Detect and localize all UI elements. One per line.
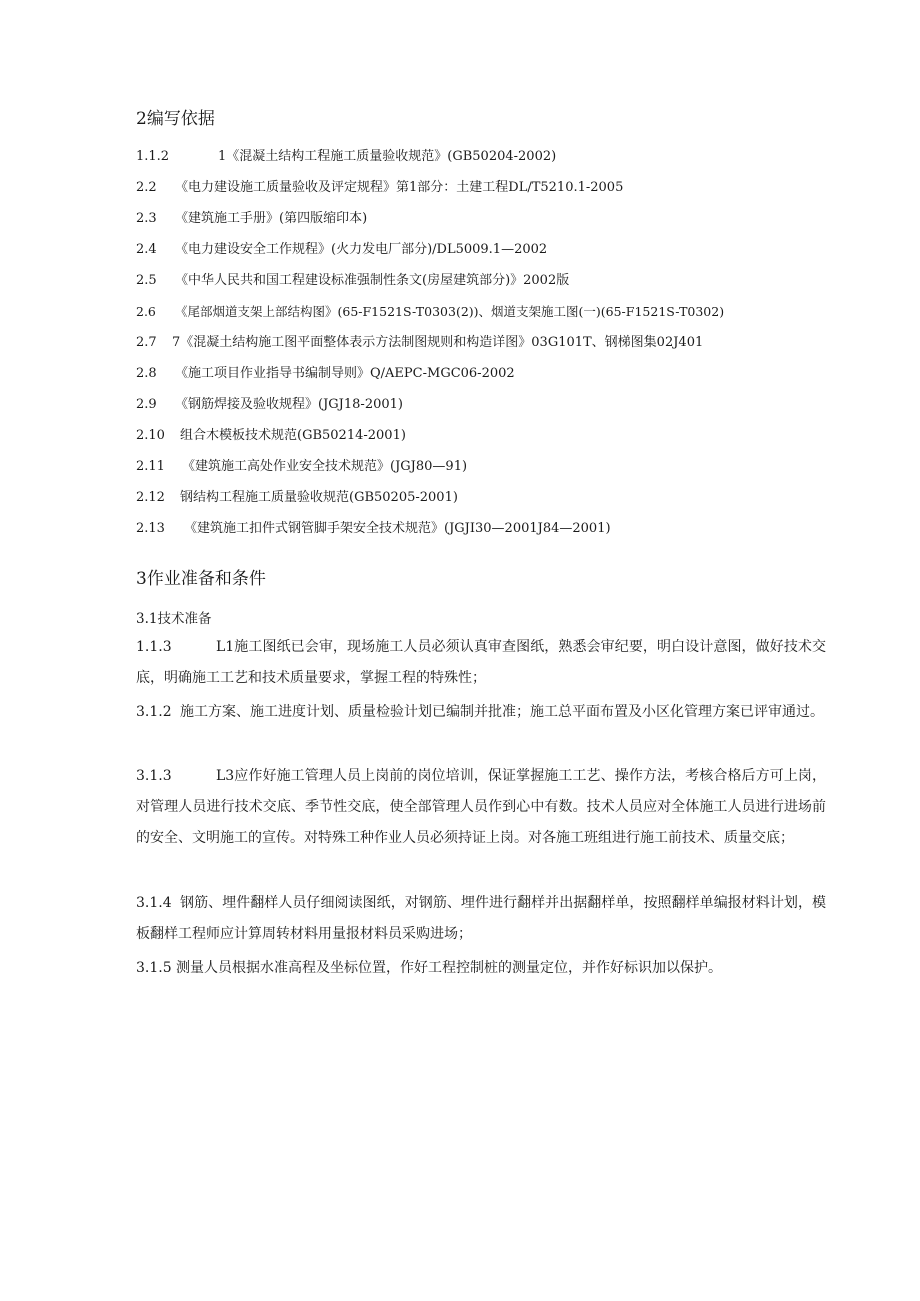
reference-text: 《中华人民共和国工程建设标准强制性条文(房屋建筑部分)》2002版 [175,273,570,288]
reference-item [136,365,515,383]
reference-text: 《建筑施工手册》(第四版缩印本) [175,211,368,226]
paragraph-text: L3应作好施工管理人员上岗前的岗位培训，保证掌握施工工艺、操作方法，考核合格后方可上岗，对管理人员进行技术交底、季节性交底，使全部管理人员作到心中有数。技术人员应对全体施工人员进行进场前的安全、文明施工的宣传。对特殊工种作业人员必须持证上岗。对各施工班组进行施工前技术、质量交底； [136,768,826,846]
paragraph-text: 施工方案、施工进度计划、质量检验计划已编制并批准；施工总平面布置及小区化管理方案已评审通过。 [180,704,824,720]
reference-text: 《电力建设施工质量验收及评定规程》第1部分：土建工程DL/T5210.1-2005 [175,180,624,195]
paragraph [136,632,826,694]
paragraph [136,953,826,984]
paragraph-number: 3.1.3 [136,768,172,784]
paragraph-number: 1.1.3 [136,639,172,655]
reference-text: 《施工项目作业指导书编制导则》Q/AEPC-MGC06-2002 [175,366,515,381]
reference-item [136,272,569,290]
section-2-heading: 2编写依据 [136,109,215,129]
paragraph [136,761,826,854]
section-3-1-subheading: 3.1技术准备 [136,611,212,627]
reference-item [136,396,403,414]
reference-text: 《电力建设安全工作规程》(火力发电厂部分)/DL5009.1—2002 [175,242,548,257]
paragraph-number: 3.1.2 [136,704,172,720]
paragraph-text: L1施工图纸已会审，现场施工人员必须认真审查图纸，熟悉会审纪要，明白设计意图，做好技术交底，明确施工工艺和技术质量要求，掌握工程的特殊性； [136,639,826,686]
reference-number: 2.13 [136,521,165,536]
paragraph-number: 3.1.4 [136,895,172,911]
reference-item [136,210,367,228]
paragraph-number: 3.1.5 [136,960,172,976]
reference-item [136,427,406,445]
reference-number: 2.11 [136,459,165,474]
reference-text: 《钢筋焊接及验收规程》(JGJ18-2001) [175,397,403,412]
reference-number: 2.3 [136,211,157,226]
paragraph-text: 钢筋、埋件翻样人员仔细阅读图纸，对钢筋、埋件进行翻样并出据翻样单，按照翻样单编报材料计划，模板翻样工程师应计算周转材料用量报材料员采购进场； [136,895,826,942]
paragraph [136,888,826,950]
reference-text: 《尾部烟道支架上部结构图》(65-F1521S-T0303(2))、烟道支架施工图(一)(65-F1521S-T0302) [175,304,725,319]
reference-number: 2.9 [136,397,157,412]
paragraph [136,697,826,728]
section-3-heading: 3作业准备和条件 [136,569,266,589]
reference-text: 1《混凝土结构工程施工质量验收规范》(GB50204-2002) [218,149,557,164]
reference-text: 7《混凝土结构施工图平面整体表示方法制图规则和构造详图》03G101T、钢梯图集02J401 [172,335,704,350]
reference-item [136,458,467,476]
reference-item [136,148,556,166]
reference-number: 2.12 [136,490,165,505]
reference-text: 《建筑施工扣件式钢管脚手架安全技术规范》(JGJI30—2001J84—2001) [184,521,611,536]
reference-item [136,303,724,321]
reference-text: 组合木模板技术规范(GB50214-2001) [180,428,406,443]
reference-number: 2.6 [136,304,156,319]
reference-number: 2.2 [136,180,157,195]
reference-item [136,334,703,352]
reference-number: 1.1.2 [136,149,170,164]
reference-text: 《建筑施工高处作业安全技术规范》(JGJ80—91) [182,459,468,474]
reference-number: 2.7 [136,335,157,350]
reference-item [136,241,547,259]
reference-item [136,520,611,538]
reference-item [136,179,623,197]
paragraph-text: 测量人员根据水准高程及坐标位置，作好工程控制桩的测量定位，并作好标识加以保护。 [176,960,722,976]
reference-text: 钢结构工程施工质量验收规范(GB50205-2001) [180,490,458,505]
reference-number: 2.4 [136,242,157,257]
reference-number: 2.10 [136,428,165,443]
reference-item [136,489,458,507]
reference-number: 2.8 [136,366,157,381]
reference-number: 2.5 [136,273,157,288]
